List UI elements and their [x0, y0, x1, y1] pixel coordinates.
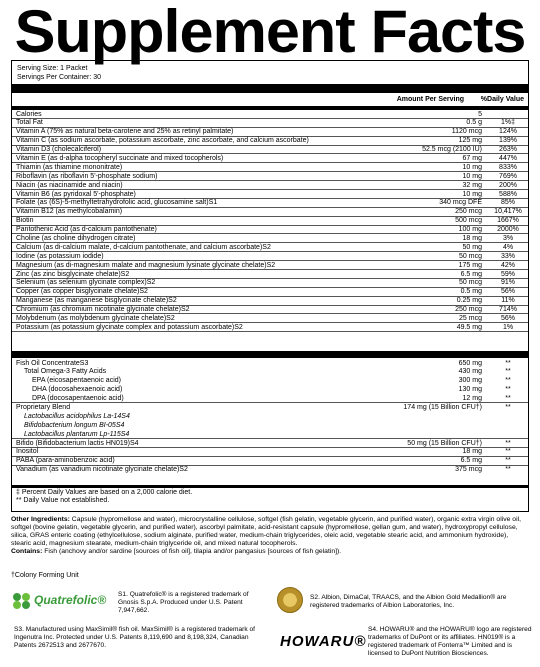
nutrient-amount: 100 mg — [458, 226, 482, 234]
trademark-s4: S4. HOWARU® and the HOWARU® logo are registered trademarks of DuPont or its affiliates. HN019® is a registered trademark of Fonterra™ Limited and is licensed to DuPont Nutrition Biosciences. — [368, 626, 532, 657]
nutrient-amount: 175 mg — [458, 261, 482, 269]
nutrient-amount: 340 mcg DFE — [439, 199, 482, 207]
serving-info — [17, 65, 101, 82]
nutrient-amount: 18 mg — [462, 448, 482, 456]
nutrient-row — [12, 288, 528, 297]
howaru-logo: HOWARU® — [280, 633, 367, 650]
nutrient-dv: ** — [505, 448, 511, 456]
colony-note: †Colony Forming Unit — [11, 572, 79, 579]
nutrient-dv: 1%‡ — [500, 119, 515, 127]
nutrient-dv: 124% — [499, 128, 517, 136]
nutrient-row — [12, 386, 528, 395]
nutrient-row — [12, 119, 528, 128]
nutrient-row — [12, 252, 528, 261]
servings-per-container: Servings Per Container: 30 — [17, 73, 102, 81]
divider-bar — [12, 485, 528, 488]
nutrient-amount: 49.5 mg — [456, 323, 482, 331]
nutrient-amount: 125 mg — [458, 137, 482, 145]
nutrient-name: Calcium (as di-calcium malate, d-calcium pantothenate, and calcium ascorbate)S2 — [16, 243, 271, 251]
nutrient-row — [12, 217, 528, 226]
nutrient-name: Vitamin B6 (as pyridoxal 5'-phosphate) — [16, 190, 136, 198]
nutrient-name: Copper (as copper bisglycinate chelate)S2 — [16, 288, 148, 296]
nutrient-row — [12, 181, 528, 190]
albion-medallion-icon — [277, 587, 303, 613]
nutrient-row — [12, 137, 528, 146]
nutrient-name: Biotin — [16, 217, 34, 225]
column-header — [12, 95, 528, 106]
nutrient-amount: 10 mg — [462, 172, 482, 180]
nutrient-name: Choline (as choline dihydrogen citrate) — [16, 234, 136, 242]
nutrient-dv: 11% — [501, 297, 515, 305]
contains-label: Contains: — [11, 547, 43, 555]
contains-text: Fish (anchovy and/or sardine [sources of fish oil], tilapia and/or pangasius [sources of fish gelatin]). — [42, 547, 342, 555]
nutrient-dv: 10,417% — [494, 208, 522, 216]
nutrient-dv: 42% — [500, 261, 515, 269]
trademark-s1: S1. Quatrefolic® is a registered trademark of Gnosis S.p.A. Produced under U.S. Patent 7,947,662. — [118, 591, 249, 614]
nutrient-row — [12, 146, 528, 155]
nutrient-name: Vitamin C (as sodium ascorbate, potassium ascorbate, zinc ascorbate, and calcium ascorbate) — [16, 137, 309, 145]
nutrient-dv: 139% — [499, 137, 517, 145]
nutrient-name: Total Omega-3 Fatty Acids — [24, 368, 107, 376]
nutrient-amount: 0.25 mg — [456, 297, 482, 305]
nutrient-row — [12, 208, 528, 217]
nutrient-name: Lactobacillus plantarum Lp-115S4 — [24, 430, 130, 438]
nutrient-name: Selenium (as selenium glycinate complex)S2 — [16, 279, 156, 287]
nutrient-dv: ** — [505, 403, 511, 411]
nutrient-dv: ** — [505, 457, 511, 465]
trademark-s3: S3. Manufactured using MaxSimil® fish oil. MaxSimil® is a registered trademark of Ingenutra Inc. Protected under U.S. Patents 8,119,690 and 8,198,324, Canadian Patents 2672513 and 2677670. — [14, 626, 255, 649]
nutrient-name: Vitamin E (as d-alpha tocopheryl succinate and mixed tocopherols) — [16, 154, 224, 162]
nutrient-row — [12, 279, 528, 288]
nutrient-name: Vanadium (as vanadium nicotinate glycinate chelate)S2 — [16, 466, 188, 474]
nutrient-amount: 0.5 g — [466, 119, 482, 127]
nutrient-row — [12, 234, 528, 243]
nutrient-row — [12, 359, 528, 368]
nutrient-dv: 1% — [502, 323, 514, 331]
nutrient-dv: 263% — [499, 146, 517, 154]
nutrient-row — [12, 466, 528, 475]
nutrient-row — [12, 163, 528, 172]
nutrient-amount: 10 mg — [462, 163, 482, 171]
nutrient-name: Fish Oil ConcentrateS3 — [16, 359, 89, 367]
nutrient-name: Vitamin B12 (as methylcobalamin) — [16, 208, 123, 216]
nutrient-name: Vitamin D3 (cholecalciferol) — [16, 146, 102, 154]
nutrient-row — [12, 110, 528, 119]
quatrefolic-logo-text: Quatrefolic® — [34, 593, 107, 607]
nutrient-amount: 52.5 mcg (2100 IU) — [422, 146, 482, 154]
nutrient-dv: 4% — [502, 243, 514, 251]
nutrient-amount: 25 mcg — [459, 314, 482, 322]
nutrient-row — [12, 412, 528, 421]
nutrient-row — [12, 323, 528, 332]
nutrient-row — [12, 457, 528, 466]
nutrient-name: Magnesium (as di-magnesium malate and magnesium lysinate glycinate chelate)S2 — [16, 261, 276, 269]
nutrient-row — [12, 306, 528, 315]
nutrient-dv: 91% — [500, 279, 515, 287]
nutrient-amount: 130 mg — [458, 386, 482, 394]
nutrient-dv: 33% — [500, 252, 515, 260]
nutrient-row — [12, 368, 528, 377]
nutrient-amount: 6.5 mg — [460, 457, 482, 465]
nutrient-dv: 588% — [499, 190, 517, 198]
nutrient-dv: 447% — [499, 154, 517, 162]
nutrient-dv: ** — [505, 359, 511, 367]
nutrient-amount: 18 mg — [462, 234, 482, 242]
nutrient-row — [12, 261, 528, 270]
nutrient-name: Pantothenic Acid (as d-calcium pantothenate) — [16, 226, 157, 234]
other-ingredients-label: Other Ingredients: — [11, 516, 70, 523]
nutrient-name: Chromium (as chromium nicotinate glycinate chelate)S2 — [16, 306, 190, 314]
nutrient-row — [12, 314, 528, 323]
leaf-icon — [12, 592, 32, 610]
nutrient-name: Bifido (Bifidobacterium lactis HN019)S4 — [16, 439, 139, 447]
page-title: Supplement Facts — [14, 0, 526, 65]
nutrient-name: Manganese (as manganese bisglycinate chelate)S2 — [16, 297, 177, 305]
nutrient-name: Potassium (as potassium glycinate complex and potassium ascorbate)S2 — [16, 323, 243, 331]
nutrient-amount: 0.5 mg — [460, 288, 482, 296]
nutrient-amount: 174 mg (15 Billion CFU†) — [403, 403, 482, 411]
nutrient-name: Vitamin A (75% as natural beta-carotene and 25% as retinyl palmitate) — [16, 128, 234, 136]
nutrient-name: DHA (docosahexaenoic acid) — [32, 386, 123, 394]
nutrient-name: PABA (para-aminobenzoic acid) — [16, 457, 115, 465]
nutrient-dv: 56% — [500, 314, 515, 322]
nutrient-dv: 833% — [499, 163, 517, 171]
nutrient-amount: 650 mg — [458, 359, 482, 367]
dv-header: %Daily Value — [480, 96, 524, 103]
nutrient-amount: 250 mcg — [455, 306, 482, 314]
nutrient-amount: 50 mcg — [459, 252, 482, 260]
nutrient-amount: 12 mg — [462, 395, 482, 403]
nutrient-amount: 10 mg — [462, 190, 482, 198]
nutrient-name: Calories — [16, 110, 42, 118]
nutrient-row — [12, 403, 528, 412]
nutrient-amount: 32 mg — [462, 181, 482, 189]
nutrient-name: Total Fat — [16, 119, 43, 127]
divider-bar — [12, 84, 528, 93]
nutrient-dv: ** — [505, 368, 511, 376]
footnote-not-established: ** Daily Value not established. — [16, 496, 110, 504]
nutrient-amount: 430 mg — [458, 368, 482, 376]
nutrient-row — [12, 448, 528, 457]
nutrient-row — [12, 154, 528, 163]
nutrient-row — [12, 199, 528, 208]
nutrient-name: DPA (docosapentaenoic acid) — [32, 395, 124, 403]
nutrient-row — [12, 430, 528, 439]
nutrient-amount: 1120 mcg — [451, 128, 482, 136]
nutrient-dv: ** — [505, 466, 511, 474]
nutrient-row — [12, 395, 528, 404]
footnotes — [16, 489, 192, 505]
nutrient-row — [12, 226, 528, 235]
nutrient-dv: 85% — [500, 199, 515, 207]
nutrient-list — [12, 110, 528, 332]
nutrient-amount: 67 mg — [462, 154, 482, 162]
nutrient-dv: 769% — [499, 172, 517, 180]
nutrient-amount: 50 mg (15 Billion CFU†) — [407, 439, 482, 447]
nutrient-amount: 375 mcg — [455, 466, 482, 474]
nutrient-name: Inositol — [16, 448, 39, 456]
nutrient-amount: 250 mcg — [455, 208, 482, 216]
nutrient-dv: 1667% — [497, 217, 519, 225]
other-ingredient-list — [12, 359, 528, 475]
nutrient-dv: ** — [505, 395, 511, 403]
footnote-dv: ‡ Percent Daily Values are based on a 2,000 calorie diet. — [16, 488, 193, 496]
nutrient-name: EPA (eicosapentaenoic acid) — [32, 377, 121, 385]
nutrient-amount: 5 — [478, 110, 482, 118]
nutrient-row — [12, 297, 528, 306]
nutrient-dv: 56% — [500, 288, 515, 296]
nutrient-dv: 59% — [500, 270, 515, 278]
nutrient-name: Thiamin (as thiamine mononitrate) — [16, 163, 123, 171]
nutrient-dv: 714% — [499, 306, 517, 314]
supplement-facts-panel — [11, 60, 529, 512]
nutrient-amount: 500 mcg — [455, 217, 482, 225]
nutrient-row — [12, 172, 528, 181]
nutrient-name: Molybdenum (as molybdenum glycinate chelate)S2 — [16, 314, 175, 322]
nutrient-name: Proprietary Blend — [16, 403, 71, 411]
nutrient-row — [12, 439, 528, 448]
nutrient-row — [12, 190, 528, 199]
nutrient-row — [12, 377, 528, 386]
nutrient-amount: 50 mg — [462, 243, 482, 251]
other-ingredients-text: Capsule (hypromellose and water), microcrystalline cellulose, softgel (fish gelatin, vegetable glycerin, and purified water), organic extra virgin olive oil, softgel (bovine gelatin, vegetable glycerin, and purified water), ascorbyl palmitate, acid-resistant capsule (hypromellose, gellan gum, and water), hydroxypropyl cellulose, silica, GRAS enteric coating (ethylcellulose, sodium alginate, purified water, medium-chain triglycerides, oleic acid, vegetable stearic acid, and ammonium hydroxide), stearic acid, magnesium stearate, medium-chain triglyceride oil, and mixed natural tocopherols. — [11, 516, 521, 547]
nutrient-name: Folate (as (6S)-5-methyltetrahydrofolic acid, glucosamine salt)S1 — [16, 199, 218, 207]
nutrient-name: Lactobacillus acidophilus La-14S4 — [24, 412, 130, 420]
nutrient-row — [12, 243, 528, 252]
nutrient-row — [12, 270, 528, 279]
nutrient-name: Niacin (as niacinamide and niacin) — [16, 181, 123, 189]
quatrefolic-logo — [12, 590, 107, 612]
nutrient-row — [12, 421, 528, 430]
trademark-s2: S2. Albion, DimaCal, TRAACS, and the Albion Gold Medallion® are registered trademarks of Albion Laboratories, Inc. — [310, 594, 507, 609]
nutrient-amount: 300 mg — [458, 377, 482, 385]
nutrient-dv: ** — [505, 386, 511, 394]
nutrient-name: Iodine (as potassium iodide) — [16, 252, 104, 260]
nutrient-amount: 6.5 mg — [460, 270, 482, 278]
amount-header: Amount Per Serving — [396, 96, 464, 103]
serving-size: Serving Size: 1 Packet — [17, 65, 88, 72]
nutrient-dv: 200% — [499, 181, 517, 189]
nutrient-name: Bifidobacterium longum BI-05S4 — [24, 421, 125, 429]
nutrient-name: Zinc (as zinc bisglycinate chelate)S2 — [16, 270, 130, 278]
nutrient-dv: ** — [505, 439, 511, 447]
other-ingredients — [11, 516, 529, 556]
nutrient-name: Riboflavin (as riboflavin 5'-phosphate sodium) — [16, 172, 158, 180]
nutrient-amount: 50 mcg — [459, 279, 482, 287]
nutrient-dv: 2000% — [497, 226, 519, 234]
nutrient-dv: ** — [505, 377, 511, 385]
divider-bar — [12, 351, 528, 358]
nutrient-row — [12, 128, 528, 137]
nutrient-dv: 3% — [502, 234, 514, 242]
